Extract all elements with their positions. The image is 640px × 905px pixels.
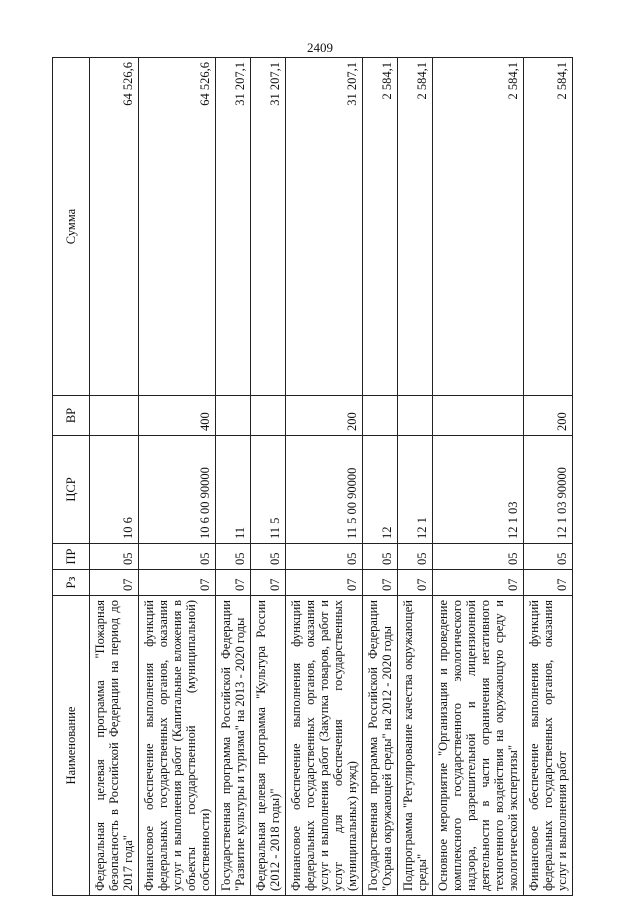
row-name: Государственная программа Российской Федерации "Развитие культуры и туризма" на 2013 - 2020 годы: [216, 596, 251, 896]
header-sum: Сумма: [53, 58, 90, 396]
row-sum: 64 526,6: [139, 58, 216, 396]
table-row: [90, 58, 139, 896]
row-vr: [398, 396, 433, 436]
row-csr: 10 6: [90, 436, 139, 544]
row-pr: 05: [286, 544, 363, 570]
row-name: Основное мероприятие "Организация и проведение комплексного государственного экологического надзора, разрешительной и лицензионной деятельности в части ограничения негативного техногенного воздействия на окружающую среду и экологической экспертизы": [433, 596, 524, 896]
row-rz: 07: [286, 570, 363, 596]
row-sum: 2 584,1: [363, 58, 398, 396]
row-vr: [363, 396, 398, 436]
header-csr: ЦСР: [53, 436, 90, 544]
table-row: [363, 58, 398, 896]
row-pr: 05: [251, 544, 286, 570]
table-row: [251, 58, 286, 896]
table-row: [216, 58, 251, 896]
row-vr: 400: [139, 396, 216, 436]
row-csr: 10 6 00 90000: [139, 436, 216, 544]
row-rz: 07: [433, 570, 524, 596]
row-name: Федеральная целевая программа "Культура России (2012 - 2018 годы)": [251, 596, 286, 896]
row-rz: 07: [251, 570, 286, 596]
header-pr: ПР: [53, 544, 90, 570]
row-sum: 31 207,1: [286, 58, 363, 396]
row-csr: 11 5 00 90000: [286, 436, 363, 544]
row-name: Подпрограмма "Регулирование качества окружающей среды": [398, 596, 433, 896]
budget-table: [52, 57, 573, 896]
row-sum: 2 584,1: [433, 58, 524, 396]
header-row: [53, 58, 90, 896]
row-name: Федеральная целевая программа "Пожарная безопасность в Российской Федерации на период до 2017 года": [90, 596, 139, 896]
row-pr: 05: [216, 544, 251, 570]
row-vr: [251, 396, 286, 436]
row-sum: 2 584,1: [398, 58, 433, 396]
row-name: Финансовое обеспечение выполнения функций федеральных государственных органов, оказания услуг и выполнения работ (Закупка товаров, работ и услуг для обеспечения государственных (муниципальных) нужд): [286, 596, 363, 896]
row-rz: 07: [398, 570, 433, 596]
row-sum: 31 207,1: [251, 58, 286, 396]
row-pr: 05: [398, 544, 433, 570]
row-vr: 200: [286, 396, 363, 436]
page-number: 2409: [307, 40, 333, 55]
row-rz: 07: [139, 570, 216, 596]
row-name: Государственная программа Российской Федерации "Охрана окружающей среды" на 2012 - 2020 годы: [363, 596, 398, 896]
row-rz: 07: [524, 570, 573, 596]
row-sum: 2 584,1: [524, 58, 573, 396]
table-row: [286, 58, 363, 896]
row-pr: 05: [139, 544, 216, 570]
row-name: Финансовое обеспечение выполнения функций федеральных государственных органов, оказания услуг и выполнения работ: [524, 596, 573, 896]
row-pr: 05: [524, 544, 573, 570]
row-pr: 05: [433, 544, 524, 570]
row-csr: 12 1: [398, 436, 433, 544]
table-row: [139, 58, 216, 896]
row-pr: 05: [90, 544, 139, 570]
row-vr: 200: [524, 396, 573, 436]
row-vr: [433, 396, 524, 436]
row-sum: 64 526,6: [90, 58, 139, 396]
table-row: [524, 58, 573, 896]
table-row: [433, 58, 524, 896]
row-csr: 12 1 03 90000: [524, 436, 573, 544]
row-rz: 07: [90, 570, 139, 596]
row-csr: 12: [363, 436, 398, 544]
row-vr: [90, 396, 139, 436]
header-vr: ВР: [53, 396, 90, 436]
rotated-table-container: [52, 58, 596, 896]
row-rz: 07: [363, 570, 398, 596]
row-vr: [216, 396, 251, 436]
row-pr: 05: [363, 544, 398, 570]
row-name: Финансовое обеспечение выполнения функций федеральных государственных органов, оказания услуг и выполнения работ (Капитальные вложения в объекты государственной (муниципальной) собственности): [139, 596, 216, 896]
header-rz: Рз: [53, 570, 90, 596]
header-name: Наименование: [53, 596, 90, 896]
row-rz: 07: [216, 570, 251, 596]
row-csr: 11 5: [251, 436, 286, 544]
row-sum: 31 207,1: [216, 58, 251, 396]
table-row: [398, 58, 433, 896]
row-csr: 12 1 03: [433, 436, 524, 544]
row-csr: 11: [216, 436, 251, 544]
